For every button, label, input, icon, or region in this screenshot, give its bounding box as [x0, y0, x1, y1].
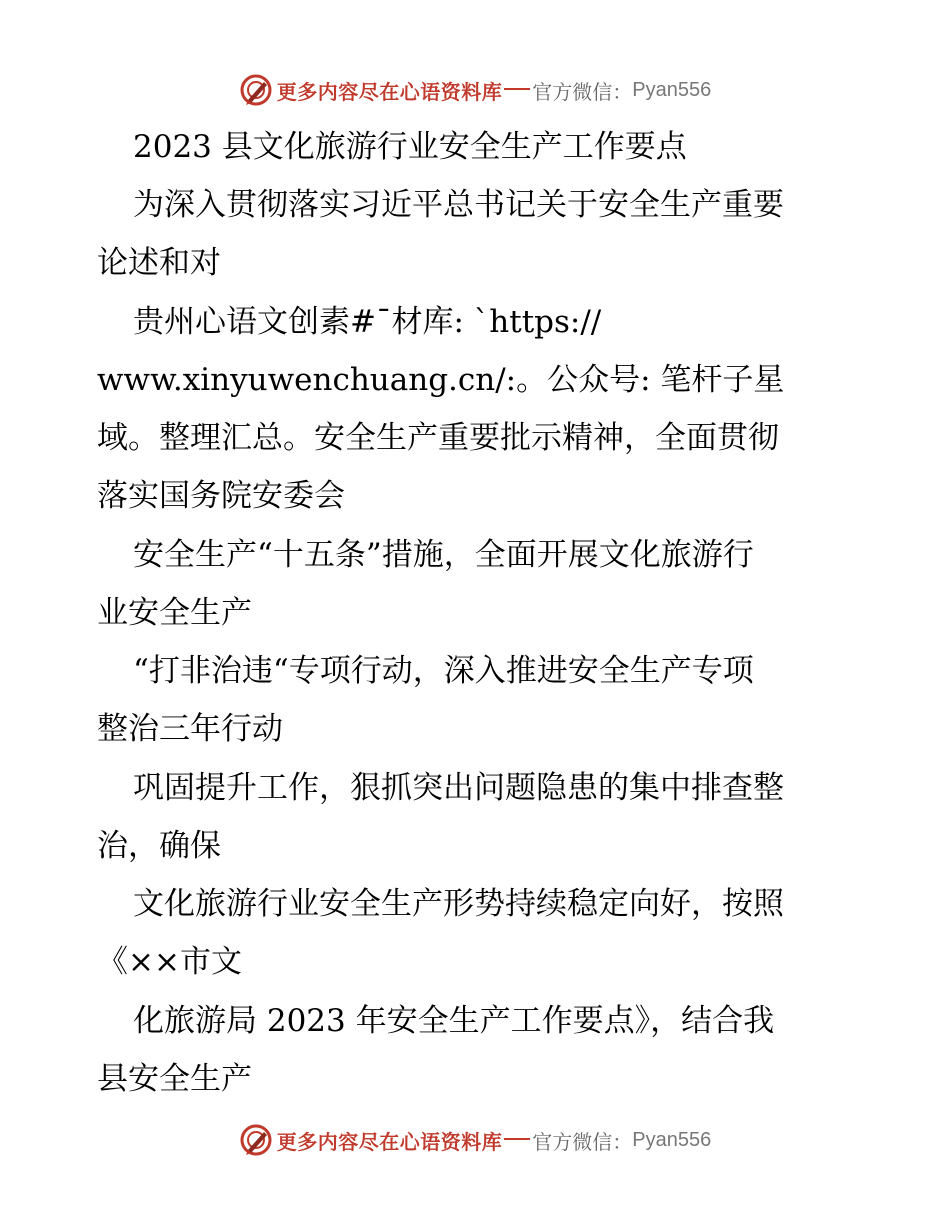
body-line: 巩固提升工作，狠抓突出问题隐患的集中排查整	[133, 770, 784, 806]
body-line: 整治三年行动	[97, 711, 283, 747]
banner-divider	[504, 88, 530, 90]
banner-site-text: 更多内容尽在心语资料库	[276, 79, 503, 104]
body-line: 化旅游局 2023 年安全生产工作要点》，结合我	[133, 1003, 775, 1039]
body-line: 县安全生产	[97, 1061, 252, 1097]
document-title: 2023 县文化旅游行业安全生产工作要点	[133, 129, 687, 165]
body-line: 贵州心语文创素#¯材库: `https://	[133, 304, 602, 340]
banner-wechat-label: 官方微信：	[532, 79, 633, 104]
body-line: 论述和对	[97, 245, 221, 281]
banner-divider	[504, 1138, 530, 1140]
body-line: “打非治违“专项行动，深入推进安全生产专项	[133, 653, 754, 689]
body-line: 落实国务院安委会	[97, 478, 345, 514]
pen-logo-icon	[239, 1123, 273, 1157]
body-line: 为深入贯彻落实习近平总书记关于安全生产重要	[133, 187, 784, 223]
banner-site-text: 更多内容尽在心语资料库	[276, 1129, 503, 1154]
pen-logo-icon	[239, 73, 273, 107]
body-line: 安全生产“十五条”措施，全面开展文化旅游行	[133, 537, 754, 573]
body-line: 治，确保	[97, 828, 221, 864]
header-banner[interactable]	[0, 70, 950, 110]
footer-banner[interactable]	[0, 1120, 950, 1160]
banner-wechat-label: 官方微信：	[532, 1129, 633, 1154]
body-line: 业安全生产	[97, 595, 252, 631]
body-line: 文化旅游行业安全生产形势持续稳定向好，按照	[133, 886, 784, 922]
body-line: 《××市文	[97, 944, 242, 980]
body-line: www.xinyuwenchuang.cn/:。公众号: 笔杆子星	[97, 362, 785, 398]
banner-wechat-id: Pyan556	[632, 1128, 712, 1151]
banner-wechat-id: Pyan556	[632, 78, 712, 101]
body-line: 域。整理汇总。安全生产重要批示精神，全面贯彻	[97, 420, 779, 456]
